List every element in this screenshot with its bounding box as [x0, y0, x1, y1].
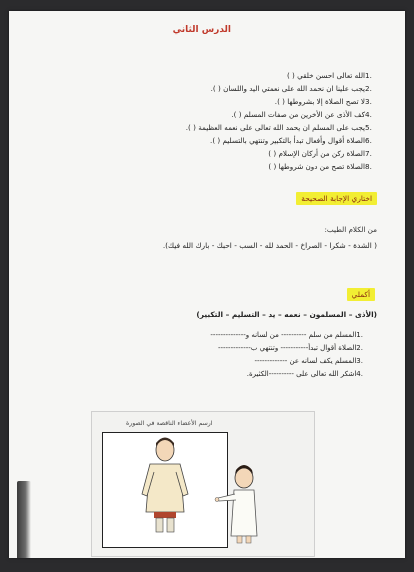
- question-6: [210, 137, 377, 144]
- picture-caption: ارسم الأعضاء الناقصة في الصورة: [126, 420, 213, 427]
- question-5: [186, 124, 377, 131]
- question-number: .7: [365, 149, 372, 158]
- kind-words-label: من الكلام الطيب:: [324, 225, 377, 234]
- question-text: يجب علينا ان نحمد الله على نعمتي اليد واللسان ( ).: [210, 84, 365, 93]
- question-text: لا تصح الصلاة إلا بشروطها ( ).: [274, 97, 365, 106]
- worksheet-page: [9, 11, 405, 558]
- question-number: .2: [365, 84, 372, 93]
- question-8: [268, 163, 377, 170]
- fill-number: .1: [356, 331, 363, 339]
- fill-text: الصلاة أقوال تبدأ----------- وتنتهي ب-------------: [217, 344, 357, 352]
- fill-text: المسلم يكف لسانه عن -------------: [254, 357, 357, 365]
- fill-item-1: [210, 331, 363, 339]
- question-text: الصلاة تصح من دون شروطها ( ): [268, 162, 365, 171]
- fill-number: .4: [356, 370, 363, 378]
- question-number: .4: [365, 110, 372, 119]
- question-number: .5: [365, 123, 372, 132]
- fill-text: المسلم من سلم ---------- من لسانه و--------------: [210, 331, 357, 339]
- question-number: .1: [365, 71, 372, 80]
- fill-item-4: [247, 370, 363, 378]
- lesson-title: الدرس الثاني: [172, 25, 231, 35]
- question-4: [231, 111, 377, 118]
- fill-number: .3: [356, 357, 363, 365]
- question-7: [268, 150, 377, 157]
- section-complete-heading: أكملي: [347, 288, 375, 301]
- question-text: الصلاة أقوال وأفعال تبدأ بالتكبير وتنتهي بالتسليم ( ).: [210, 136, 365, 145]
- picture-activity: [91, 411, 315, 557]
- question-number: .6: [365, 136, 372, 145]
- question-number: .3: [365, 97, 372, 106]
- question-text: كف الأذى عن الأخرين من صفات المسلم ( ).: [231, 110, 365, 119]
- question-text: الله تعالى احسن خلقي ( ): [286, 71, 365, 80]
- fill-item-2: [218, 344, 363, 352]
- fill-text: اشكر الله تعالى على ----------الكثيرة.: [246, 370, 357, 378]
- question-3: [275, 98, 377, 105]
- kind-words-options: ( الشدة - شكرا - الصراخ - الحمد لله - السب - احبك - بارك الله فيك).: [162, 241, 377, 250]
- question-text: الصلاة ركن من أركان الإسلام ( ): [268, 149, 365, 158]
- fill-number: .2: [356, 344, 363, 352]
- question-text: يجب على المسلم ان يحمد الله تعالى على نعمه العظيمة ( ).: [185, 123, 365, 132]
- figures-illustration: [92, 412, 314, 556]
- question-number: .8: [365, 162, 372, 171]
- small-boy-figure: [215, 465, 257, 543]
- question-2: [211, 85, 377, 92]
- word-bank: (الأذى – المسلمون – نعمه – يد – التسليم – التكبير): [196, 310, 377, 319]
- camera-shadow: [17, 481, 31, 558]
- section-choose-heading: اختاري الإجابة الصحيحة: [296, 192, 377, 205]
- fill-item-3: [254, 357, 363, 365]
- question-1: [287, 72, 377, 79]
- boy-figure-missing-parts: [142, 438, 188, 533]
